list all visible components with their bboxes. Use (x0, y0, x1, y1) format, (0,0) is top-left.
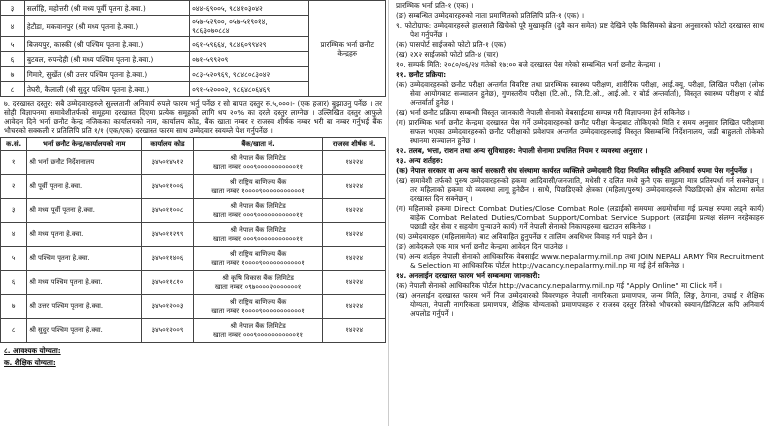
account-number: खाता नम्बर ०९७००००२०००००००१ (214, 282, 302, 291)
bank-name: श्री राष्ट्रिय बाणिज्य बैंक (229, 298, 287, 307)
center-phone: ०५७-५२९००, ०५७-५१९०१४, ९८६३०७०८८४ (190, 16, 309, 37)
center-location: तेघरी, कैलाली (श्री सुदुर पश्चिम पृतना हे.क्वा.) (24, 82, 189, 97)
table-row (1, 295, 386, 319)
revenue-code: १४२२४ (323, 295, 386, 319)
row-number: ८ (1, 82, 25, 97)
center-location: हेटौडा, मकवानपुर (श्री मध्य पृतना हे.क्वा.) (24, 16, 189, 37)
row-number: १ (1, 151, 27, 175)
office-name: श्री उत्तर पश्चिम पृतना हे.क्वा. (27, 295, 142, 319)
text-line: (ग) प्रारम्भिक भर्ना छनौट केन्द्रमा दरखास्त पेस गर्ने उम्मेदवारहरुको छनौट परीक्षा केन्द्रबाट तोकिएको मिति र समय अनुसार लिखित परीक्षामा सफल भएका उम्मेदवारहरुको छनौट परीक्षाको प्रवेशपत्र अन्तर्गत उम्मेदवारहरुलाई विस्तृत बिसम्बन्धि निर्देशनालय, जडी बाहुलतो तोकेको स्थानमा सञ्चालन हुनेछ । (396, 118, 764, 145)
office-code: ३४५०११००६ (142, 175, 194, 199)
row-number: ४ (1, 16, 25, 37)
table-row (1, 319, 386, 343)
section-heading-selection: ११. छनौट प्रक्रिया: (396, 70, 447, 79)
office-code: ३४५०११२९९ (142, 223, 194, 247)
revenue-code: १४२२४ (323, 223, 386, 247)
office-code: ३४५०११४०६ (142, 247, 194, 271)
text-line: (ख) भर्ना छनौट प्रक्रिया सम्बन्धी विस्तृत जानकारी नेपाली सेनाको वेबसाईटमा सम्पन्न गरी विज्ञापनमा हेर्न सकिनेछ । (396, 108, 690, 117)
table-header-row (1, 138, 386, 151)
text-line: प्रारम्भिक भर्ना प्रति-१ (एक) । (396, 1, 474, 10)
fee-table (0, 137, 386, 343)
table-row (1, 1, 386, 16)
office-name: श्री भर्ना छनौट निर्देशनालय (27, 151, 142, 175)
office-code: ३४५०१४५१२ (142, 151, 194, 175)
office-code: ३४५०११८१० (142, 271, 194, 295)
column-header: भर्ना छनौट केन्द्र/कार्यालयको नाम (27, 138, 142, 151)
text-line: (क) उम्मेदवारहरुको छनौट परीक्षा अन्तर्गत विवरिष्ट तथा प्रारम्भिक स्वास्थ्य परीक्षण, शारीरिक परीक्षा, आई.क्यू. परीक्षा, लिखित परीक्षा (लोक सेवा आयोगबाट सञ्चालन हुनेछ), गुणस्तरीय परीक्षा (टि.ओ., जि.टि.ओ., आई.ओ. र बोर्ड अन्तर्वार्ता), विस्तृत स्वास्थ्य परीक्षण र बोर्ड अन्तर्वार्ता हुनेछ । (396, 80, 764, 107)
bank-cell (193, 151, 323, 175)
account-number: खाता नम्बर १००००९०००००००००००१ (211, 186, 305, 195)
table-row (1, 151, 386, 175)
account-number: खाता नम्बर ०००९०००००००००००११ (213, 162, 304, 171)
office-name: श्री पश्चिम पृतना हे.क्वा. (27, 247, 142, 271)
row-number: ४ (1, 223, 27, 247)
column-header: बैंक/खाता नं. (193, 138, 323, 151)
center-location: बुटवल, रुपन्देही (श्री मध्य पश्चिम पृतना हे.क्वा.) (24, 52, 189, 67)
bank-cell (193, 223, 323, 247)
right-column (392, 0, 768, 426)
revenue-code: १४२२४ (323, 175, 386, 199)
text-line: (ख) अनलाईन दरखास्त फारम भर्ने निज उम्मेदवारको विवरणहरु नेपाली नागरिकता प्रमाणपत्र, जन्म मिति, लिङ्ग, ठेगाना, उचाई र शैक्षिक योग्यता, नेपाली नागरिकता प्रमाणपत्र, शैक्षिक योग्यताको प्रमाणपत्रहरु र राजस्व दस्तुर तिरेको भौचरको स्क्यान/डिजिटल कपि अनिवार्य अपलोड गर्नुपर्ने । (396, 291, 764, 318)
center-location: सर्लाहि, महोत्तरी (श्री मध्य पूर्वी पृतना हे.क्वा.) (24, 1, 189, 16)
column-divider (388, 0, 389, 426)
bank-name: श्री राष्ट्रिय बाणिज्य बैंक (229, 250, 287, 259)
bank-name: श्री नेपाल बैंक लिमिटेड (230, 154, 286, 163)
column-header: कार्यालय कोड (142, 138, 194, 151)
text-line: (क) पासपोर्ट साईजको फोटो प्रति-१ (एक) (396, 40, 507, 49)
bank-name: श्री नेपाल बैंक लिमिटेड (230, 226, 286, 235)
account-number: खाता नम्बर १००००९०००००००००००१ (211, 306, 305, 315)
text-line: (क) नेपाल सरकार वा अन्य कार्य सरकारी संघ संस्थामा कार्यरत व्यक्तिले उम्मेदवारी दिदा नियमित स्वीकृति अनिवार्य रुपमा पेस गर्नुपर्नेछ । (396, 166, 753, 175)
office-code: ३४५०१२००३ (142, 295, 194, 319)
revenue-code: १४२२४ (323, 247, 386, 271)
text-line: (ख) समावेशी तर्फको पुरुष उम्मेदवारहरुको हकमा आदिवासी/जनजाति, मधेसी र दलित मध्ये कुनै एक समूहमा मात्र प्रतिस्पर्धा गर्न सक्नेछन् । तर महिलाको हकमा यो व्यवस्था लागू हुनेछैन । साथै, पिछडिएको क्षेत्रका (महिला/पुरुष) उम्मेदवारहरुले पिछडिएको क्षेत्र कोटामा समेत दरखास्त दिन सक्नेछन् । (396, 176, 764, 203)
office-name: श्री मध्य पृतना हे.क्वा. (27, 223, 142, 247)
revenue-code: १४२२४ (323, 199, 386, 223)
account-number: खाता नम्बर ०००९०००००००००००११ (213, 234, 304, 243)
center-location: गिमारे, सुर्खेत (श्री उत्तर पश्चिम पृतना हे.क्वा.) (24, 67, 189, 82)
bank-name: श्री कृषि विकास बैंक लिमिटेड (222, 274, 294, 283)
row-number: ३ (1, 1, 25, 16)
table-row (1, 247, 386, 271)
center-location: बिजयपुर, कास्की (श्री पश्चिम पृतना हे.क्वा.) (24, 37, 189, 52)
text-line: (घ) उम्मेदवारहरु (महिलासमेत) बाट अविवाहित हुनुपर्नेछ र तालिम अवधिभर विवाह गर्न पाइने छैन । (396, 232, 653, 241)
office-code: ३४५०११००८ (142, 199, 194, 223)
bank-name: श्री नेपाल बैंक लिमिटेड (230, 322, 286, 331)
row-number: ६ (1, 52, 25, 67)
row-number: २ (1, 175, 27, 199)
row-number: ७ (1, 295, 27, 319)
account-number: खाता नम्बर ०००९०००००००००००११ (213, 210, 304, 219)
center-phone: ०६१-५९६६४, ९८४६०९९४२९ (190, 37, 309, 52)
revenue-code: १४२२४ (323, 151, 386, 175)
text-line: (ख) २X२ साईजको फोटो प्रति-४ (चार) (396, 50, 499, 59)
section-heading-online-application: १४. अनलाईन दरखास्त फारम भर्न सम्बन्धमा जानकारी: (396, 271, 541, 280)
text-line: (क) नेपाली सेनाको आधिकारिक पोर्टल http://vacancy.nepalarmy.mil.np गई "Apply Online" मा Click गर्ने । (396, 281, 722, 290)
bank-cell (193, 247, 323, 271)
revenue-code: १४२२४ (323, 271, 386, 295)
bank-name: श्री नेपाल बैंक लिमिटेड (230, 202, 286, 211)
section-heading-education: क. शैक्षिक योग्यता: (4, 358, 56, 367)
center-phone: ०४४-६९००५, ९८४१०३०४२ (190, 1, 309, 16)
account-number: खाता नम्बर ०००९०००००००००००११ (213, 330, 304, 339)
bank-cell (193, 199, 323, 223)
contact-date: १०. सम्पर्क मिति: २०८०/०६/२४ गतेको १७:०० बजे दरखास्त पेस गरेको सम्बन्धित भर्ना छनौट केन्द्रमा । (396, 60, 661, 69)
text-line: (ङ) सम्बन्धित उम्मेदवारहरुको नाता प्रमाणितको प्रतिलिपि प्रति-१ (एक) । (396, 11, 585, 20)
row-number: ७ (1, 67, 25, 82)
office-name: श्री मध्य पश्चिम पृतना हे.क्वा. (27, 271, 142, 295)
section-heading-other-terms: १३. अन्य शर्तहरु: (396, 156, 443, 165)
office-name: श्री मध्य पूर्वी पृतना हे.क्वा. (27, 199, 142, 223)
bank-cell (193, 175, 323, 199)
center-phone: ०९१-५२०००२, ९८६४८०६४६९ (190, 82, 309, 97)
column-header: राजस्व शीर्षक नं. (323, 138, 386, 151)
text-line: (ग) महिलाको हकमा Direct Combat Duties/Close Combat Role (लडाईको समयमा अग्रमोर्चामा गई प्रत्यक्ष रुपमा लड्ने कार्य) बाहेक Combat Related Duties/Combat Support/Combat Service Support (लडाईमा प्रत्यक्ष संलग्न नरहेकाहरु पछाडी रहेर सेवा र सहयोग पुऱ्याउने कार्य) गर्ने नेपाली सेनाको निकायहरुमा खटाउन सकिनेछ । (396, 204, 764, 231)
centers-table (0, 0, 386, 97)
office-name: श्री पूर्वी पृतना हे.क्वा. (27, 175, 142, 199)
table-row (1, 223, 386, 247)
bank-name: श्री राष्ट्रिय बाणिज्य बैंक (229, 178, 287, 187)
text-line: (ङ) आवेदकले एक मात्र भर्ना छनौट केन्द्रमा आवेदन दिन पाउनेछ । (396, 242, 568, 251)
column-header: क.सं. (1, 138, 27, 151)
office-code: ३४५०१२००९ (142, 319, 194, 343)
table-row (1, 175, 386, 199)
bank-cell (193, 319, 323, 343)
row-number: ५ (1, 37, 25, 52)
table-row (1, 199, 386, 223)
office-name: श्री सुदुर पश्चिम पृतना हे.क्वा. (27, 319, 142, 343)
photo-requirement: ९. फोटोग्राफ: उम्मेदवारहरुले हालसालै खिचेको पूरै मुखाकृति (दुवै कान समेत) प्रष्ट देखिने एकै किसिमको ब्रेडना अनुसारको फोटो दरखास्त साथ पेश गर्नुपर्नेछ । (396, 21, 764, 39)
row-number: ५ (1, 247, 27, 271)
center-phone: ०७१-५९९२०९ (190, 52, 309, 67)
section-heading-salary: १२. तलब, भत्ता, राशन तथा अन्य सुविधाहरु: नेपाली सेनामा प्रचलित नियम र व्यवस्था अनुसार । (396, 146, 648, 155)
row-number: ६ (1, 271, 27, 295)
account-number: खाता नम्बर १००००९०००००००००००१ (211, 258, 305, 267)
row-number: ८ (1, 319, 27, 343)
revenue-code: १४२२४ (323, 319, 386, 343)
bank-cell (193, 271, 323, 295)
row-number: ३ (1, 199, 27, 223)
center-phone: ०८३-५२०९६९, ९८४८०८३०४२ (190, 67, 309, 82)
section-heading-qualification: ८. आवश्यक योग्यता: (4, 346, 61, 355)
center-label: प्रारम्भिक भर्ना छनौट केन्द्रहरु (309, 1, 386, 97)
fee-paragraph: ७. दरखास्त दस्तुर: सबै उम्मेदवारहरुले सुल्लतानी अनिवार्य रुपले फारम भर्नु पर्नेछ र सो बापत दस्तुर रु.५,०००।- (एक हजार) बुझाउनु पर्नेछ । तर सोही विज्ञापनमा समावेशीतर्फको समूहमा दरखास्त दिएमा प्रत्येक समूहको लागि थप २०% का दरले दस्तुर लाग्नेछ । उल्लिखित दस्तुर आफुले आवेदन दिने भर्ना छनौट केन्द्र नजिकका कार्यालयको नाम, कार्यालय कोड, बैंक खाता नम्बर र राजस्व शीर्षक नम्बर भरी बा नम्बर गर्नुभई बैंक भौचरको सक्कली र प्रतिलिपि प्रति १/१ (एक/एक) दरखास्त फारम साथ उम्मेदवार स्वयम्ले पेश गर्नुपर्नेछ । (4, 99, 382, 135)
text-line: (च) अन्य शर्तहरु नेपाली सेनाको आधिकारिक वेबसाईट www.nepalarmy.mil.np तथा JOIN NEPALI ARMY भित्र Recruitment & Selection मा आधिकारिक पोर्टल http://vacancy.nepalarmy.mil.np मा गई हेर्न सकिनेछ । (396, 252, 764, 270)
table-row (1, 271, 386, 295)
bank-cell (193, 295, 323, 319)
